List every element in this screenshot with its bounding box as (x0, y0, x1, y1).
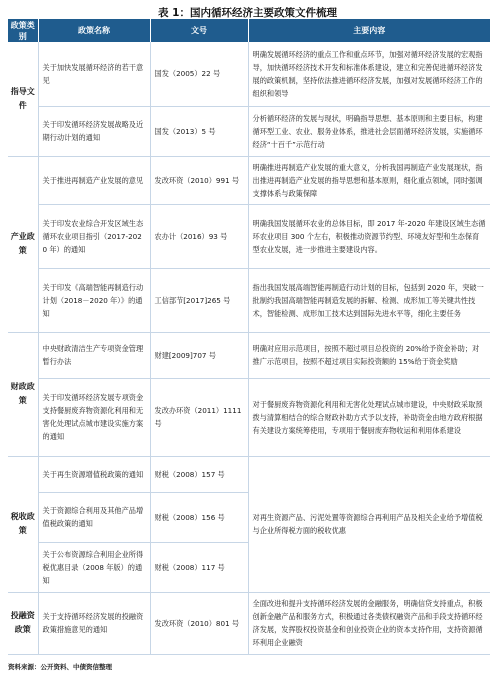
policy-name: 关于印发循环经济发展专项资金支持餐厨废弃物资源化利用和无害化处理试点城市建设实施方案的通知 (38, 378, 150, 456)
policy-name: 关于印发循环经济发展战略及近期行动计划的通知 (38, 106, 150, 156)
policy-content: 全面改进和提升支持循环经济发展的金融服务，明确信贷支持重点，积极创新金融产品和服务方式，积极通过各类债权融资产品和手段支持循环经济发展，发挥股权投资基金和创业投资企业的资本支持作用，支持资源循环利用企业融资 (248, 592, 490, 654)
policy-doc-number: 国发（2005）22 号 (150, 42, 248, 106)
policy-name: 关于公布资源综合利用企业所得税优惠目录（2008 年版）的通知 (38, 542, 150, 592)
policy-doc-number: 农办计（2016）93 号 (150, 204, 248, 268)
policy-name: 关于资源综合利用及其他产品增值税政策的通知 (38, 492, 150, 542)
policy-name: 关于再生资源增值税政策的通知 (38, 456, 150, 492)
category-cell: 产业政策 (8, 156, 38, 332)
category-cell: 财政政策 (8, 332, 38, 456)
policy-doc-number: 财税（2008）156 号 (150, 492, 248, 542)
policy-name: 关于印发《高端智能再制造行动计划（2018－2020 年）》的通知 (38, 268, 150, 332)
table-row (8, 268, 490, 332)
policy-name: 关于印发农业综合开发区域生态循环农业项目指引（2017-2020 年）的通知 (38, 204, 150, 268)
policy-doc-number: 发改环资（2010）801 号 (150, 592, 248, 654)
table-row (8, 456, 490, 492)
policy-content: 分析循环经济的发展与现状，明确指导思想、基本原则和主要目标，构建循环型工业、农业、服务业体系，推进社会层面循环经济发展，实施循环经济“十百千”示范行动 (248, 106, 490, 156)
table-row (8, 204, 490, 268)
policy-table (8, 19, 490, 655)
policy-doc-number: 财税（2008）157 号 (150, 456, 248, 492)
policy-name: 中央财政清洁生产专项资金管理暂行办法 (38, 332, 150, 378)
policy-content: 明确我国发展循环农业的总体目标，即 2017 年-2020 年建设区域生态循环农业项目 300 个左右，积极推动资源节约型、环境友好型和生态保育型农业发展，进一步推进主要建设内容。 (248, 204, 490, 268)
policy-content: 指出我国发展高端智能再制造行动计划的目标，包括到 2020 年，突破一批制约我国高端智能再制造发展的拆解、检测、成形加工等关键共性技术，智能检测、成形加工技术达到国际先进水平等，细化主要任务 (248, 268, 490, 332)
policy-content: 明确对应用示范项目，按照不超过项目总投资的 20%给予资金补助；对推广示范项目，按照不超过项目实际投资额的 15%给于资金奖励 (248, 332, 490, 378)
header-name: 政策名称 (38, 19, 150, 42)
policy-content: 对于餐厨废弃物资源化利用和无害化处理试点城市建设，中央财政采取预拨与清算相结合的综合财政补助方式予以支持，补助资金由地方政府根据有关建设方案统筹使用，专项用于餐厨废弃物收运和利用体系建设 (248, 378, 490, 456)
category-cell: 指导文件 (8, 42, 38, 156)
table-row (8, 156, 490, 204)
policy-content: 明确推进再制造产业发展的重大意义，分析我国再制造产业发展现状，指出推进再制造产业发展的指导思想和基本原则，细化重点领域，同时强调支撑体系与政策保障 (248, 156, 490, 204)
policy-content: 明确发展循环经济的重点工作和重点环节，加强对循环经济发展的宏观指导，加快循环经济技术开发和标准体系建设，建立和完善促进循环经济发展的政策机制，坚持依法推进循环经济发展，加强对发展循环经济工作的组织和领导 (248, 42, 490, 106)
policy-doc-number: 工信部节[2017]265 号 (150, 268, 248, 332)
table-row (8, 378, 490, 456)
header-content: 主要内容 (248, 19, 490, 42)
policy-doc-number: 财税（2008）117 号 (150, 542, 248, 592)
header-row (8, 19, 490, 42)
policy-doc-number: 发改环资（2010）991 号 (150, 156, 248, 204)
source-note: 资料来源：公开资料、中债资信整理 (8, 663, 112, 671)
policy-name: 关于推进再制造产业发展的意见 (38, 156, 150, 204)
policy-name: 关于支持循环经济发展的投融资政策措施意见的通知 (38, 592, 150, 654)
table-row (8, 42, 490, 106)
table-row (8, 106, 490, 156)
category-cell: 投融资政策 (8, 592, 38, 654)
policy-content: 对再生资源产品、污泥处置等资源综合再利用产品及相关企业给予增值税与企业所得税方面的税收优惠 (248, 456, 490, 592)
table-title: 表 1：国内循环经济主要政策文件梳理 (158, 7, 337, 19)
category-cell: 税收政策 (8, 456, 38, 592)
policy-doc-number: 财建[2009]707 号 (150, 332, 248, 378)
policy-doc-number: 国发（2013）5 号 (150, 106, 248, 156)
policy-name: 关于加快发展循环经济的若干意见 (38, 42, 150, 106)
table-row (8, 592, 490, 654)
header-doc: 文号 (150, 19, 248, 42)
table-row (8, 332, 490, 378)
policy-doc-number: 发改办环资（2011）1111 号 (150, 378, 248, 456)
header-category: 政策类别 (8, 19, 38, 42)
